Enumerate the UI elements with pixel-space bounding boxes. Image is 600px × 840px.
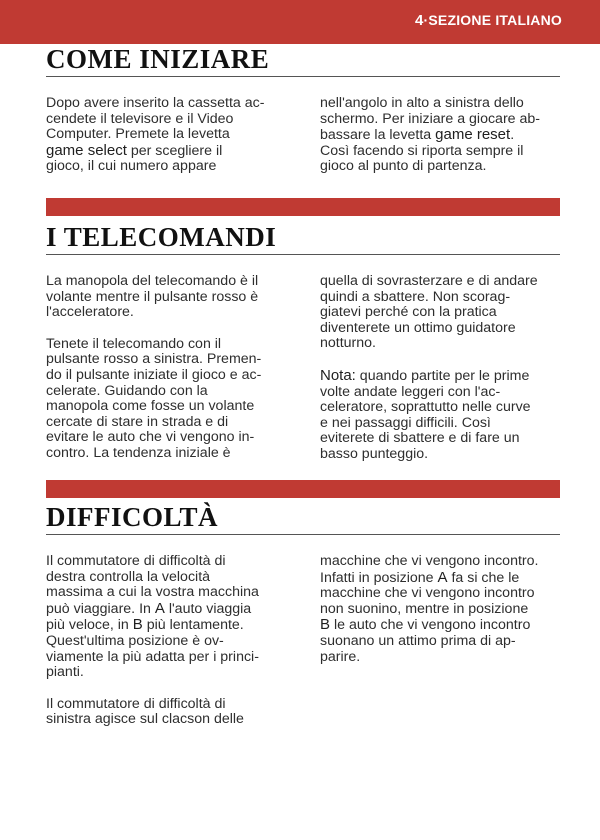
text-line: B le auto che vi vengono incontro xyxy=(320,616,531,634)
text-line: quella di sovrasterzare e di andare xyxy=(320,273,538,289)
section-label: SEZIONE ITALIANO xyxy=(428,12,562,28)
section-title-come-iniziare: COME INIZIARE xyxy=(46,44,270,74)
text-line: nell'angolo in alto a sinistra dello xyxy=(320,95,524,111)
divider-band xyxy=(46,480,560,498)
paragraph xyxy=(46,274,286,321)
text-line: cendete il televisore e il Video xyxy=(46,110,234,127)
paragraph xyxy=(320,368,562,463)
text-line: pianti. xyxy=(46,664,84,681)
text-line: notturno. xyxy=(320,335,377,352)
keyword: A xyxy=(437,568,448,586)
text-line: game select per scegliere il xyxy=(46,141,223,159)
section-1-right-column xyxy=(320,96,562,175)
text-line: do il pulsante iniziate il gioco e ac- xyxy=(46,366,262,383)
section-header xyxy=(415,12,562,29)
text-line: e nei passaggi difficili. Così xyxy=(320,414,491,431)
title-rule xyxy=(46,534,560,535)
text-line: quindi a sbattere. Non scorag- xyxy=(320,288,511,305)
text-line: non suonino, mentre in posizione xyxy=(320,600,529,617)
text-line: gioco al punto di partenza. xyxy=(320,158,487,175)
paragraph xyxy=(46,697,286,728)
text-line: può viaggiare. In A l'auto viaggia xyxy=(46,599,252,617)
text-line: Così facendo si riporta sempre il xyxy=(320,142,524,159)
text-line: viamente la più adatta per i princi- xyxy=(46,648,259,665)
paragraph xyxy=(320,274,562,352)
text-line: Infatti in posizione A fa si che le xyxy=(320,568,520,586)
section-3-right-column xyxy=(320,554,562,665)
text-line: parire. xyxy=(320,648,361,665)
text-line: Il commutatore di difficoltà di xyxy=(46,695,226,712)
text-line: bassare la levetta game reset. xyxy=(320,126,515,144)
divider-band xyxy=(46,198,560,216)
keyword: B xyxy=(320,616,331,634)
text-line: schermo. Per iniziare a giocare ab- xyxy=(320,110,541,127)
paragraph xyxy=(320,554,562,665)
keyword: game select xyxy=(46,141,127,159)
keyword: game reset xyxy=(435,126,511,144)
text-line: Quest'ultima posizione è ov- xyxy=(46,632,224,649)
text-line: più veloce, in B più lentamente. xyxy=(46,616,244,634)
title-rule xyxy=(46,254,560,255)
section-1-left-column xyxy=(46,96,286,175)
text-line: massima a cui la vostra macchina xyxy=(46,584,259,601)
text-line: Il commutatore di difficoltà di xyxy=(46,553,226,569)
text-line: La manopola del telecomando è il xyxy=(46,273,259,289)
section-title-telecomandi: I TELECOMANDI xyxy=(46,222,277,252)
text-line: macchine che vi vengono incontro. xyxy=(320,553,539,569)
text-line: l'acceleratore. xyxy=(46,304,134,321)
text-line: volte andate leggeri con l'ac- xyxy=(320,383,501,400)
text-line: Tenete il telecomando con il xyxy=(46,335,222,352)
section-2-right-column xyxy=(320,274,562,463)
text-line: destra controlla la velocità xyxy=(46,568,211,585)
text-line: manopola come fosse un volante xyxy=(46,398,255,415)
text-line: pulsante rosso a sinistra. Premen- xyxy=(46,351,262,368)
title-rule xyxy=(46,76,560,77)
text-line: sinistra agisce sul clacson delle xyxy=(46,711,244,728)
keyword: B xyxy=(132,616,143,634)
text-line: Computer. Premete la levetta xyxy=(46,126,230,143)
text-line: volante mentre il pulsante rosso è xyxy=(46,288,259,305)
text-line: evitare le auto che vi vengono in- xyxy=(46,429,255,446)
text-line: celerate. Guidando con la xyxy=(46,382,208,399)
text-line: gioco, il cui numero appare xyxy=(46,158,217,175)
text-line: giatevi perché con la pratica xyxy=(320,304,497,321)
text-line: celeratore, soprattutto nelle curve xyxy=(320,399,531,416)
keyword: Nota: xyxy=(320,366,356,384)
keyword: A xyxy=(154,599,165,617)
header-separator: · xyxy=(423,12,429,28)
text-line: cercate di stare in strada e di xyxy=(46,413,229,430)
text-line: Dopo avere inserito la cassetta ac- xyxy=(46,95,265,111)
paragraph xyxy=(46,554,286,681)
section-2-left-column xyxy=(46,274,286,462)
text-line: Nota: quando partite per le prime xyxy=(320,366,530,384)
text-line: diventerete un ottimo guidatore xyxy=(320,319,516,336)
paragraph xyxy=(46,96,286,175)
paragraph xyxy=(46,337,286,462)
section-title-difficolta: DIFFICOLTÀ xyxy=(46,502,219,532)
text-line: basso punteggio. xyxy=(320,445,429,462)
text-line: contro. La tendenza iniziale è xyxy=(46,444,231,461)
text-line: macchine che vi vengono incontro xyxy=(320,585,535,602)
text-line: suonano un attimo prima di ap- xyxy=(320,632,516,649)
section-3-left-column xyxy=(46,554,286,728)
paragraph xyxy=(320,96,562,175)
text-line: eviterete di sbattere e di fare un xyxy=(320,430,520,447)
page-number: 4 xyxy=(414,12,424,29)
